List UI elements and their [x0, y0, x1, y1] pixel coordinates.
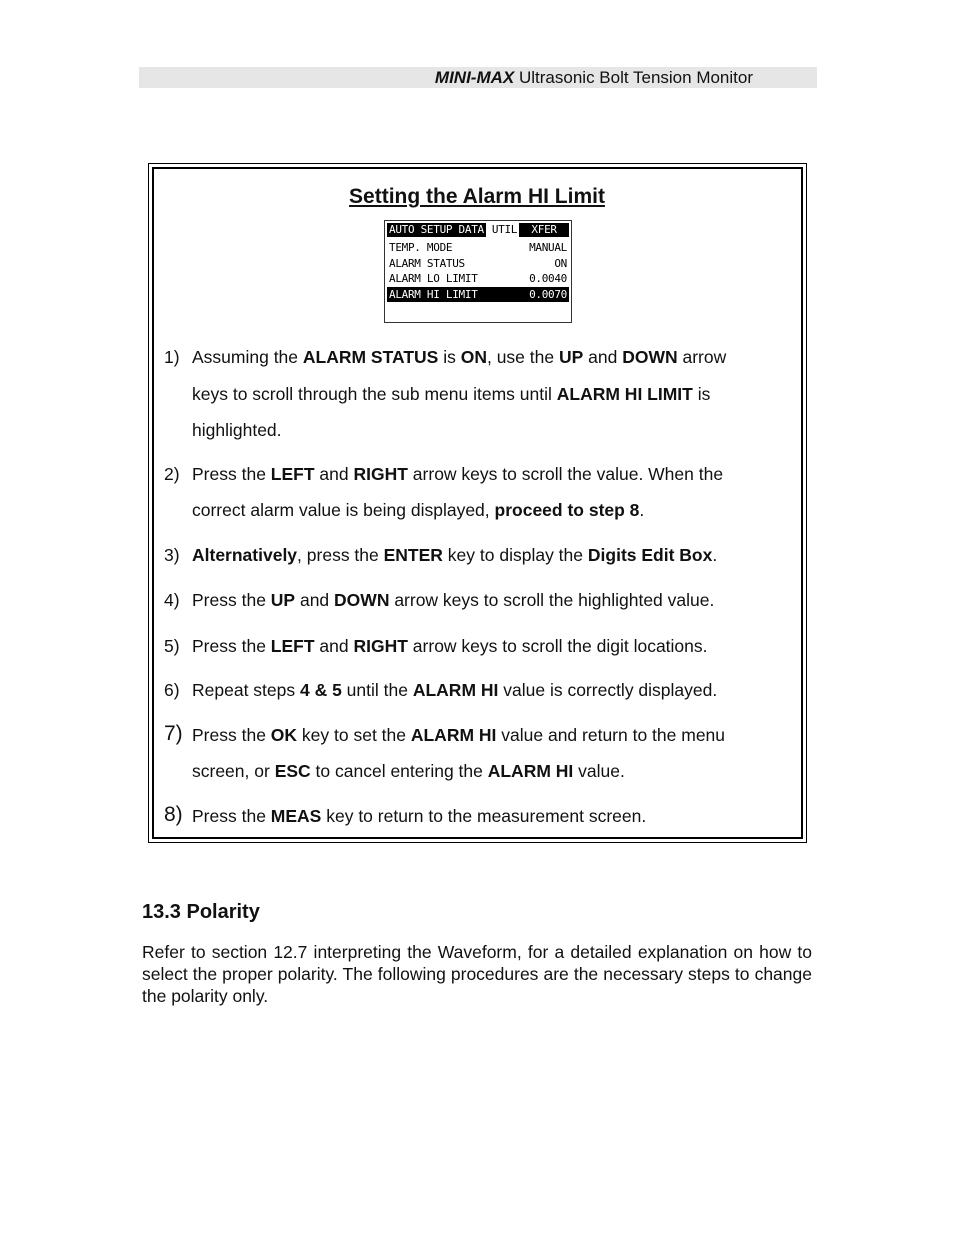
lcd-item-label: ALARM LO LIMIT [389, 272, 478, 285]
lcd-item-value: ON [554, 256, 567, 270]
step-number: 6) [164, 680, 180, 700]
lcd-tab-xfer: XFER [519, 223, 569, 237]
step-number: 8) [164, 803, 183, 826]
lcd-item-value: 0.0040 [529, 272, 567, 285]
lcd-menu-screenshot [384, 220, 572, 323]
lcd-tab-auto-setup-data: AUTO SETUP DATA [389, 223, 484, 236]
step-text-line: Press the LEFT and RIGHT arrow keys to scroll the digit locations. [192, 636, 708, 656]
step-number: 1) [164, 347, 180, 367]
step-text-line: Press the MEAS key to return to the measurement screen. [192, 806, 647, 826]
step-text-line: Assuming the ALARM STATUS is ON, use the UP and DOWN arrow [192, 347, 727, 367]
step-number: 3) [164, 545, 180, 565]
procedure-title: Setting the Alarm HI Limit [349, 185, 605, 208]
lcd-menu-item [387, 271, 569, 287]
step-text-line: screen, or ESC to cancel entering the ALARM HI value. [192, 761, 625, 781]
lcd-item-label: ALARM HI LIMIT [389, 287, 478, 301]
step-text-line: highlighted. [192, 420, 282, 440]
lcd-menu-item [387, 240, 569, 256]
page-header [139, 67, 817, 88]
lcd-item-label: ALARM STATUS [389, 256, 465, 270]
section-heading: 13.3 Polarity [142, 901, 260, 923]
lcd-tab-util: UTIL [491, 223, 518, 236]
step-text-line: Repeat steps 4 & 5 until the ALARM HI value is correctly displayed. [192, 680, 718, 700]
section-paragraph: Refer to section 12.7 interpreting the Waveform, for a detailed explanation on how to select the proper polarity. The following procedures are the necessary steps to change the polarity only. [142, 942, 812, 1006]
step-number: 5) [164, 636, 180, 656]
lcd-item-value: 0.0070 [529, 287, 567, 301]
header-title [435, 68, 753, 88]
step-text-line: Press the UP and DOWN arrow keys to scroll the highlighted value. [192, 590, 715, 610]
lcd-item-value: MANUAL [529, 241, 567, 254]
lcd-item-label: TEMP. MODE [389, 241, 453, 254]
step-number: 7) [164, 722, 183, 745]
step-text-line: correct alarm value is being displayed, proceed to step 8. [192, 500, 645, 520]
step-number: 2) [164, 464, 180, 484]
lcd-tab-bar [387, 223, 569, 237]
lcd-menu-item-highlighted [387, 287, 569, 303]
step-text-line: Alternatively, press the ENTER key to display the Digits Edit Box. [192, 545, 718, 565]
step-text-line: Press the OK key to set the ALARM HI value and return to the menu [192, 725, 726, 745]
step-number: 4) [164, 590, 180, 610]
step-text-line: keys to scroll through the sub menu items until ALARM HI LIMIT is [192, 384, 711, 404]
header-brand: MINI-MAX [434, 68, 515, 87]
lcd-menu-list [387, 240, 569, 302]
header-subtitle: Ultrasonic Bolt Tension Monitor [518, 68, 753, 87]
step-text-line: Press the LEFT and RIGHT arrow keys to scroll the value. When the [192, 464, 724, 484]
lcd-menu-item [387, 256, 569, 272]
